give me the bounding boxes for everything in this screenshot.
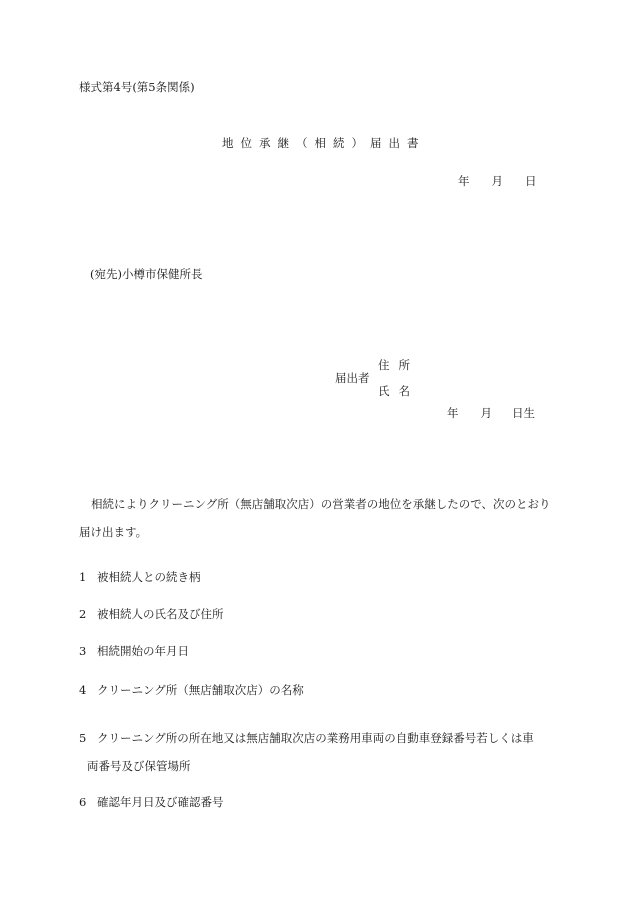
- list-item: [79, 685, 304, 697]
- item-number: 3: [79, 644, 87, 658]
- list-item: [79, 797, 224, 809]
- submission-date: [458, 176, 537, 188]
- item-number: 2: [79, 607, 87, 621]
- birth-day: 日生: [512, 406, 535, 420]
- item-text: 相続開始の年月日: [97, 644, 189, 658]
- list-item: [79, 609, 224, 621]
- applicant-label: 届出者: [335, 371, 370, 385]
- name-label: 氏名: [378, 384, 419, 398]
- list-item: [79, 572, 201, 584]
- date-year: 年: [458, 174, 470, 188]
- item-text: 被相続人の氏名及び住所: [97, 607, 224, 621]
- birth-date: [447, 408, 535, 420]
- birth-year: 年: [447, 406, 459, 420]
- item-text: クリーニング所の所在地又は無店舗取次店の業務用車両の自動車登録番号若しくは車: [97, 731, 534, 745]
- document-title: 地位承継（相続）届出書: [222, 136, 426, 150]
- item-text: クリーニング所（無店舗取次店）の名称: [97, 683, 304, 697]
- form-number: 様式第4号(第5条関係): [79, 80, 195, 94]
- item-number: 6: [79, 795, 87, 809]
- date-day: 日: [525, 174, 537, 188]
- addressee: (宛先)小樽市保健所長: [90, 267, 203, 281]
- item-text: 確認年月日及び確認番号: [97, 795, 224, 809]
- item-number: 1: [79, 570, 87, 584]
- item-number: 5: [79, 731, 87, 745]
- list-item: [79, 724, 555, 780]
- body-text: 相続によりクリーニング所（無店舗取次店）の営業者の地位を承継したので、次のとおり届け出ます。: [79, 497, 551, 539]
- item-text-continued: 両番号及び保管場所: [87, 759, 191, 773]
- address-label: 住所: [378, 358, 419, 372]
- date-month: 月: [491, 174, 503, 188]
- item-number: 4: [79, 683, 87, 697]
- birth-month: 月: [480, 406, 492, 420]
- list-item: [79, 646, 189, 658]
- item-text: 被相続人との続き柄: [97, 570, 201, 584]
